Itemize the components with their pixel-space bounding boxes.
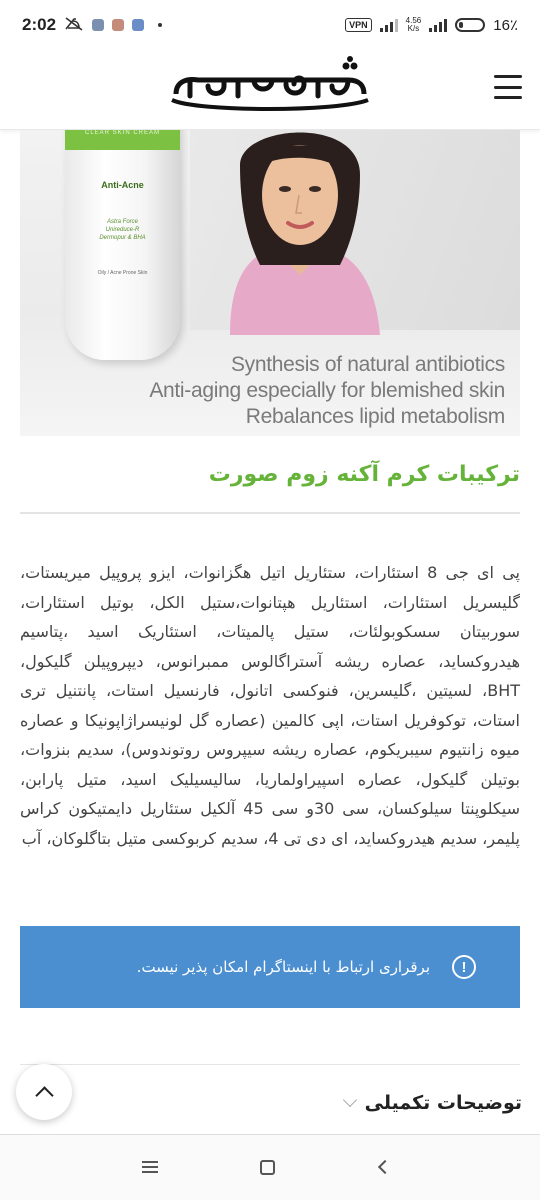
back-button[interactable] [378,1160,392,1174]
site-logo[interactable] [168,56,373,118]
tube-label-top: CLEAR SKIN CREAM [84,130,160,136]
title-divider [20,512,520,514]
signal-icon [380,18,398,32]
notice-text: برقراری ارتباط با اینستاگرام امکان پذیر نیست. [136,958,430,976]
model-photo [210,130,390,335]
notification-app-icon [112,19,124,31]
ingredients-paragraph: پی ای جی 8 استئارات، ستئاریل اتیل هگزانوات، ایزو پروپیل میریستات، گلیسریل استئارات، استئاریل هپتانوات،ستیل الکل، بوتیل استئارات، سوربیتان سسکوبولئات، ستیل پالمیتات، استئاریک اسید ،پتاسیم هیدروکساید، عصاره ریشه آستراگالوس ممبرانوس، دیپروپیلن گلیکول، BHT، لسیتین ،گلیسرین، فنوکسی اتانول، فارنسیل استات، پانتنیل تری استات، توکوفریل استات، اپی کالمین (عصاره گل لونیسراژاپونیکا و عصاره میوه زانتیوم سیبریکوم، عصاره ریشه سیپروس روتوندوس)، سدیم بنزوات، بوتیلن گلیکول، عصاره اسپیراولماریا، سالیسیلیک اسید، متیل پارابن، سیکلوپنتا سیلوکسان، سی 30و سی 45 آلکیل ستئاریل دایمتیکون کراس پلیمر، سدیم هیدروکساید، ای دی تی 4، سدیم کربوکسی متیل بتاگلوکان، آب [20,563,521,848]
site-header [0,50,540,130]
hamburger-icon-bar [494,96,522,99]
tube-skin-type: Oily / Acne Prone Skin [97,270,148,276]
recent-apps-icon-bar [142,1166,158,1168]
more-notifications-dot-icon [158,23,162,27]
vpn-icon: VPN [345,18,372,32]
hamburger-icon [494,75,522,78]
section-divider [20,1064,520,1065]
menu-button[interactable] [494,75,522,99]
instagram-error-notice [20,926,520,1008]
do-not-disturb-icon [64,16,84,35]
notification-app-icon [92,19,104,31]
network-speed [406,17,422,33]
network-speed-value: 4.56 [405,16,422,25]
battery-percent: 16٪ [493,17,518,34]
recent-apps-icon-bar [142,1171,158,1173]
status-time: 2:02 [22,15,57,34]
logo-icon [168,56,373,118]
tube-ingredients [75,218,170,242]
status-bar [0,0,540,50]
chevron-up-icon [35,1086,53,1104]
tube-ingredient: Dermopur & BHA [99,235,146,241]
notification-app-icon [132,19,144,31]
tube-product-name: Anti-Acne [101,180,144,190]
home-button[interactable] [260,1160,275,1175]
recent-apps-button[interactable] [142,1161,158,1173]
hero-caption-line: Anti-aging especially for blemished skin [149,379,505,402]
info-icon: ! [452,955,476,979]
additional-info-toggle[interactable] [345,1092,522,1114]
signal-icon [429,18,447,32]
scroll-to-top-button[interactable] [16,1064,72,1120]
hamburger-icon-bar [494,86,522,89]
status-right [345,16,518,34]
chevron-down-icon [343,1093,357,1107]
hero-caption-line: Rebalances lipid metabolism [245,405,505,428]
tube-ingredient: Astra Force [106,219,138,225]
network-speed-unit: K/s [407,24,420,33]
tube-ingredient: Unireduce-R [105,227,140,233]
product-tube [65,130,180,360]
recent-apps-icon [142,1161,158,1163]
hero-caption-line: Synthesis of natural antibiotics [230,353,505,376]
accordion-label: توضیحات تکمیلی [364,1092,522,1114]
system-nav-bar [0,1134,540,1200]
battery-icon [455,18,485,32]
product-hero-image [20,130,520,436]
hero-caption [149,352,505,430]
section-title: ترکیبات کرم آکنه زوم صورت [208,462,520,487]
status-left [22,15,162,35]
